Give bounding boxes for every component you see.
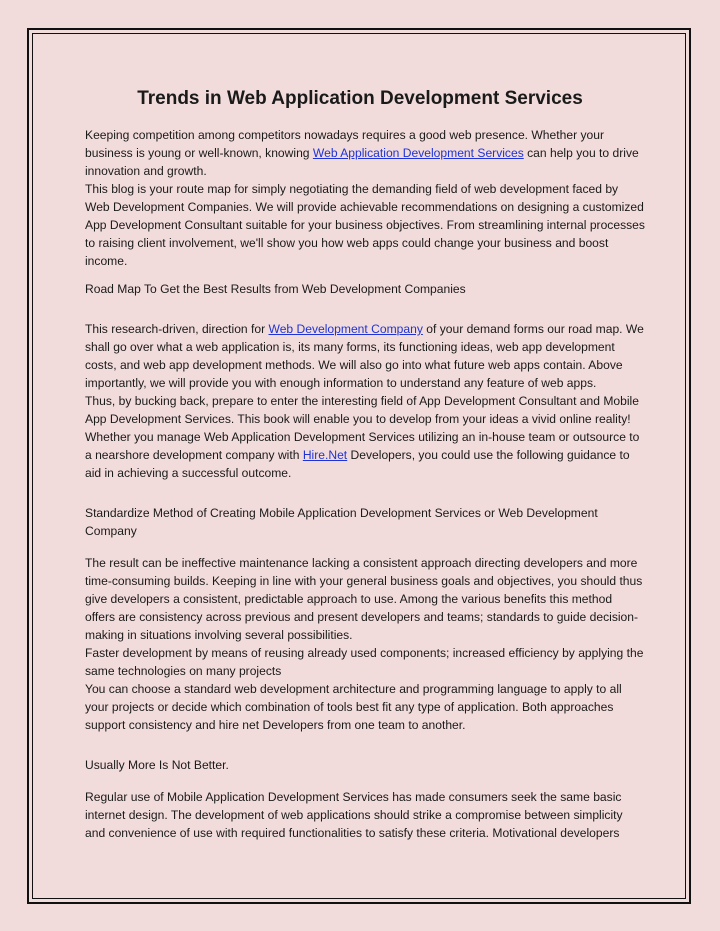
- intro-paragraph-1: [85, 126, 645, 180]
- text-segment: of your demand forms our road map. We shall go over what a web application is, its many forms, its functioning ideas, web app development costs, and web app development methods. We will also go into what future web apps contain. Above importantly, we will provide you with enough information to understand any feature of web apps.: [85, 322, 644, 390]
- section2-paragraph-3: You can choose a standard web development architecture and programming language to apply to all your projects or decide which combination of tools best fit any type of application. Both approaches support consistency and hire net Developers from one team to another.: [85, 682, 622, 732]
- intro-paragraph-2: This blog is your route map for simply negotiating the demanding field of web development faced by Web Development Companies. We will provide achievable recommendations on designing a customized App Development Consultant suitable for your business objectives. From streamlining internal processes to raising client involvement, we'll show you how web apps could change your business and boost income.: [85, 182, 645, 268]
- section-heading-road-map: Road Map To Get the Best Results from Web Development Companies: [85, 282, 466, 296]
- hire-net-link[interactable]: Hire.Net: [302, 448, 348, 462]
- section3-paragraph-1: Regular use of Mobile Application Development Services has made consumers seek the same basic internet design. The development of web applications should strike a compromise between simplicity and convenience of use with required functionalities to satisfy these criteria. Motivational developers: [85, 790, 623, 840]
- web-app-dev-services-link[interactable]: Web Application Development Services: [312, 146, 524, 160]
- section2-paragraph-1: The result can be ineffective maintenance lacking a consistent approach directing developers and more time-consuming builds. Keeping in line with your general business goals and objectives, you should thus give developers a consistent, predictable approach to use. Among the various benefits this method offers are consistency across previous and present developers and teams; standards to guide decision-making in situations involving several possibilities.: [85, 556, 643, 642]
- text-segment: This research-driven, direction for: [85, 322, 269, 336]
- section1-paragraph-3: [85, 428, 645, 482]
- text-segment: Whether you manage Web Application Development Services utilizing an in-house team or outsource to a nearshore development company with: [85, 430, 640, 462]
- document-body: [85, 88, 645, 842]
- web-development-company-link[interactable]: Web Development Company: [268, 322, 423, 336]
- section1-paragraph-1: [85, 320, 645, 392]
- text-segment: Keeping competition among competitors nowadays requires a good web presence. Whether your business is young or well-known, knowing: [85, 128, 604, 160]
- document-title: Trends in Web Application Development Services: [137, 88, 583, 109]
- section-heading-more-not-better: Usually More Is Not Better.: [85, 758, 229, 772]
- text-segment: Developers, you could use the following guidance to aid in achieving a successful outcome.: [85, 448, 630, 480]
- section2-paragraph-2: Faster development by means of reusing already used components; increased efficiency by applying the same technologies on many projects: [85, 646, 644, 678]
- text-segment: can help you to drive innovation and growth.: [85, 146, 639, 178]
- section-heading-standardize: Standardize Method of Creating Mobile Application Development Services or Web Development Company: [85, 506, 598, 538]
- section1-paragraph-2: Thus, by bucking back, prepare to enter the interesting field of App Development Consultant and Mobile App Development Services. This book will enable you to develop from your ideas a vivid online reality!: [85, 394, 639, 426]
